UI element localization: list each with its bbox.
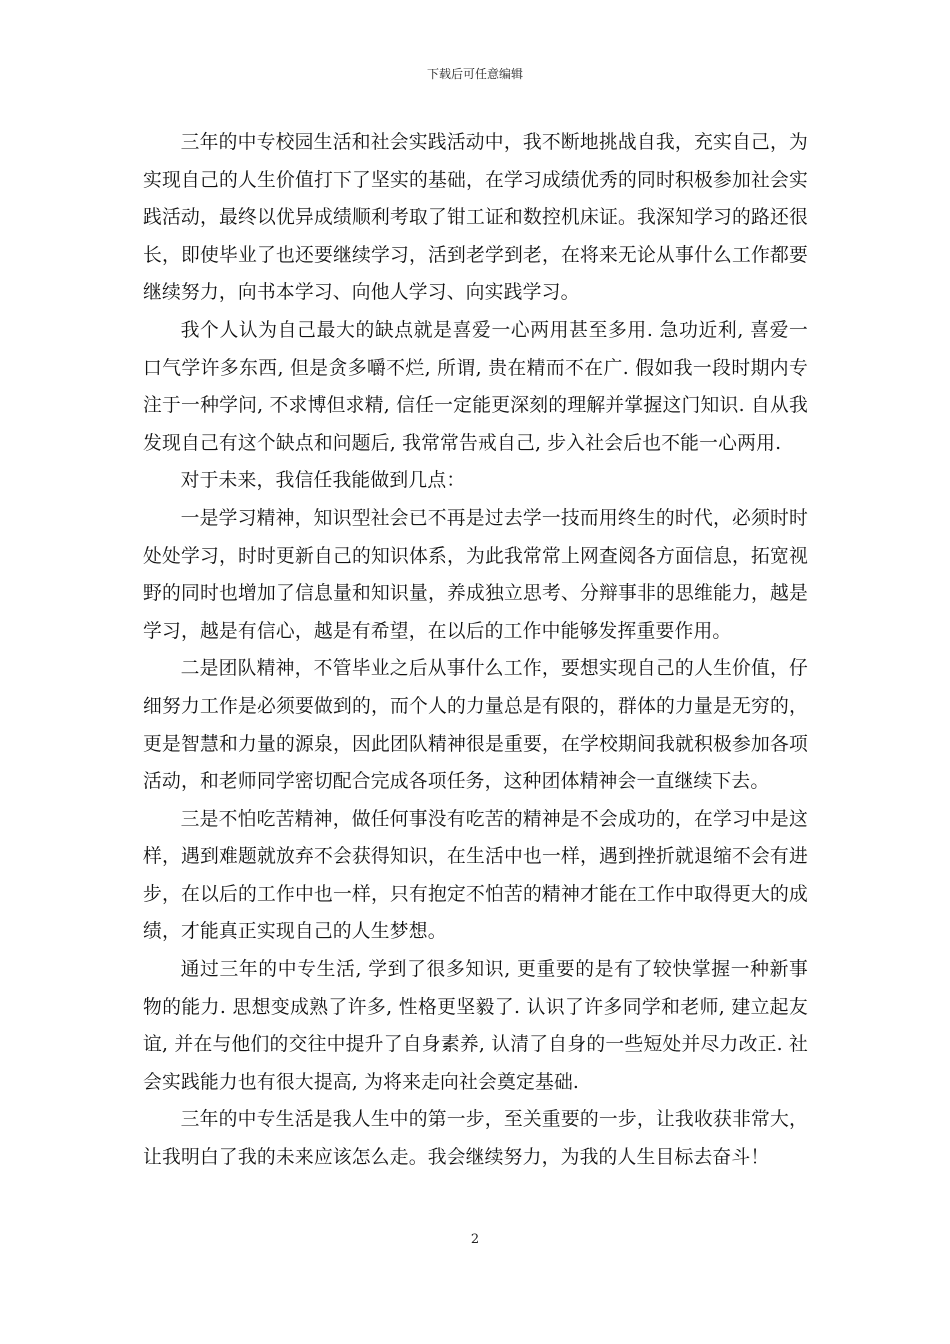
page-number: 2 <box>470 1232 480 1247</box>
paragraph-8: 三年的中专生活是我人生中的第一步，至关重要的一步，让我收获非常大，让我明白了我的未来应该怎么走。我会继续努力，为我的人生目标去奋斗！ <box>143 1109 808 1169</box>
paragraph-6: 三是不怕吃苦精神，做任何事没有吃苦的精神是不会成功的，在学习中是这样，遇到难题就放弃不会获得知识，在生活中也一样，遇到挫折就退缩不会有进步，在以后的工作中也一样，只有抱定不怕苦的精神才能在工作中取得更大的成绩，才能真正实现自己的人生梦想。 <box>143 808 808 943</box>
page-header: 下载后可任意编辑 <box>426 67 523 81</box>
paragraph-1: 三年的中专校园生活和社会实践活动中，我不断地挑战自我，充实自己，为实现自己的人生价值打下了坚实的基础，在学习成绩优秀的同时积极参加社会实践活动，最终以优异成绩顺利考取了钳工证和数控机床证。我深知学习的路还很长，即使毕业了也还要继续学习，活到老学到老，在将来无论从事什么工作都要继续努力，向书本学习、向他人学习、向实践学习。 <box>143 132 808 304</box>
paragraph-2: 我个人认为自己最大的缺点就是喜爱一心两用甚至多用. 急功近利, 喜爱一口气学许多东西, 但是贪多嚼不烂, 所谓, 贵在精而不在广. 假如我一段时期内专注于一种学问, 不求博但求精, 信任一定能更深刻的理解并掌握这门知识. 自从我发现自己有这个缺点和问题后, 我常常告戒自己, 步入社会后也不能一心两用. <box>143 319 808 454</box>
paragraph-3: 对于未来，我信任我能做到几点： <box>180 470 466 492</box>
document-body <box>143 124 808 1177</box>
paragraph-5: 二是团队精神，不管毕业之后从事什么工作，要想实现自己的人生价值，仔细努力工作是必须要做到的，而个人的力量总是有限的，群体的力量是无穷的，更是智慧和力量的源泉，因此团队精神很是重要，在学校期间我就积极参加各项活动，和老师同学密切配合完成各项任务，这种团体精神会一直继续下去。 <box>143 658 808 793</box>
paragraph-7: 通过三年的中专生活, 学到了很多知识, 更重要的是有了较快掌握一种新事物的能力. 思想变成熟了许多, 性格更坚毅了. 认识了许多同学和老师, 建立起友谊, 并在与他们的交往中提升了自身素养, 认清了自身的一些短处并尽力改正. 社会实践能力也有很大提高, 为将来走向社会奠定基础. <box>143 959 808 1093</box>
paragraph-4: 一是学习精神，知识型社会已不再是过去学一技而用终生的时代，必须时时处处学习，时时更新自己的知识体系，为此我常常上网查阅各方面信息，拓宽视野的同时也增加了信息量和知识量，养成独立思考、分辩事非的思维能力，越是学习，越是有信心，越是有希望，在以后的工作中能够发挥重要作用。 <box>143 507 808 642</box>
